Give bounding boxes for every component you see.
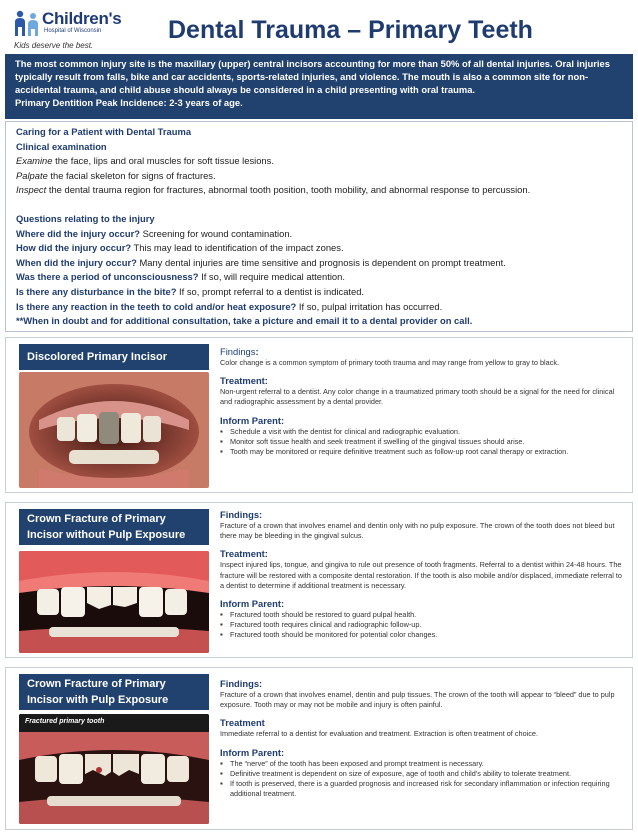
card-text: [220, 507, 624, 641]
list-item: ▪ Fractured tooth requires clinical and radiographic follow-up.: [220, 620, 624, 630]
exam-item: Examine the face, lips and oral muscles for soft tissue lesions.: [16, 155, 274, 167]
logo-name: Children's: [42, 9, 122, 28]
card-crown-fracture-pulp: [5, 667, 633, 830]
treatment-text: Immediate referral to a dentist for evaluation and treatment. Extraction is often treatment of choice.: [220, 729, 538, 739]
childrens-hospital-logo: [8, 6, 128, 50]
card-text: [220, 344, 624, 457]
logo-tagline: Kids deserve the best.: [14, 41, 94, 50]
question-item: Where did the injury occur? Screening for wound contamination.: [16, 227, 293, 239]
inform-list: [220, 610, 624, 641]
children-figures-icon: [12, 8, 42, 38]
card-crown-fracture-no-pulp: [5, 502, 633, 658]
consult-note: **When in doubt and for additional consultation, take a picture and email it to a dental provider on call.: [16, 315, 473, 327]
question-item: How did the injury occur? This may lead to identification of the impact zones.: [16, 242, 344, 254]
question-item: Is there any disturbance in the bite? If so, prompt referral to a dentist is indicated.: [16, 285, 365, 297]
exam-item: Inspect the dental trauma region for fractures, abnormal tooth position, tooth mobility, and abnormal response to percussion.: [16, 184, 531, 196]
page-title: Dental Trauma – Primary Teeth: [168, 16, 533, 44]
pulp-exposure-photo: [19, 714, 209, 824]
page-header: [0, 0, 638, 54]
list-item: ▪ If tooth is preserved, there is a guarded prognosis and increased risk for secondary inflammation or infection requiring additional treatment.: [220, 779, 624, 799]
list-item: ▪ The “nerve” of the tooth has been exposed and prompt treatment is necessary.: [220, 759, 624, 769]
inform-heading: Inform Parent:: [220, 414, 285, 426]
findings-text: Color change is a common symptom of primary tooth trauma and may range from yellow to gray to black.: [220, 358, 560, 367]
question-item: Is there any reaction in the teeth to cold and/or heat exposure? If so, pulpal irritation has occurred.: [16, 300, 443, 312]
card-label: Crown Fracture of Primary Incisor with Pulp Exposure: [19, 674, 209, 710]
treatment-heading: Treatment: [220, 717, 265, 729]
treatment-heading: Treatment:: [220, 548, 268, 560]
discolored-incisor-photo: [19, 372, 209, 488]
exam-heading: Clinical examination: [16, 140, 107, 152]
question-item: When did the injury occur? Many dental injuries are time sensitive and prognosis is dependent on prompt treatment.: [16, 256, 506, 268]
card-text: [220, 676, 624, 799]
crown-fracture-photo: [19, 551, 209, 653]
treatment-text: Inspect injured lips, tongue, and gingiva to rule out presence of tooth fragments. Referral to a dentist within 24-48 hours. The fracture will be restored with a composite dental restoration. If the tooth is also mobile and/or displaced, immediate referral to a dentist to determine if additional treatment is necessary.: [220, 560, 622, 590]
care-heading: Caring for a Patient with Dental Trauma: [16, 126, 192, 137]
card-label: Crown Fracture of Primary Incisor without Pulp Exposure: [19, 509, 209, 545]
inform-heading: Inform Parent:: [220, 746, 285, 758]
intro-text: The most common injury site is the maxillary (upper) central incisors accounting for more than 50% of all dental injuries. Oral injuries typically result from falls, bike and car accidents, sports-related injuries, and violence. The mouth is also a common site for non-accidental trauma, and child abuse should always be considered in a child presenting with oral trauma.: [15, 58, 610, 95]
logo-subtitle: Hospital of Wisconsin: [44, 28, 102, 34]
inform-heading: Inform Parent:: [220, 598, 285, 610]
treatment-heading: Treatment:: [220, 375, 268, 387]
list-item: ▪ Monitor soft tissue health and seek treatment if swelling of the gingival tissues should arise.: [220, 437, 624, 447]
findings-heading: Findings:: [220, 678, 263, 689]
list-item: ▪ Fractured tooth should be monitored for potential color changes.: [220, 630, 624, 640]
questions-heading: Questions relating to the injury: [16, 212, 155, 224]
list-item: ▪ Definitive treatment is dependent on size of exposure, age of tooth and child’s ability to tolerate treatment.: [220, 769, 624, 779]
inform-list: [220, 427, 624, 458]
question-item: Was there a period of unconsciousness? If so, will require medical attention.: [16, 271, 345, 283]
card-discolored-incisor: [5, 337, 633, 493]
list-item: ▪ Tooth may be monitored or require definitive treatment such as follow-up root canal therapy or extraction.: [220, 447, 624, 457]
treatment-text: Non-urgent referral to a dentist. Any color change in a traumatized primary tooth should be a signal for the need for clinical and radiographic assessment by a dental provider.: [220, 387, 615, 407]
intro-banner: [5, 54, 633, 119]
photo-caption: Fractured primary tooth: [25, 718, 105, 725]
findings-text: Fracture of a crown that involves enamel, dentin and pulp tissues. The crown of the tooth will appear to “bleed” due to pulp exposure. Tooth may or may not be mobile and injury is often painful.: [220, 690, 615, 710]
care-section: [5, 121, 633, 332]
card-label: Discolored Primary Incisor: [19, 344, 209, 370]
inform-list: [220, 759, 624, 800]
findings-text: Fracture of a crown that involves enamel and dentin only with no pulp exposure. The crown of the tooth does not bleed but there may be bleeding in the gingival sulcus.: [220, 521, 615, 541]
list-item: ▪ Fractured tooth should be restored to guard pulpal health.: [220, 610, 624, 620]
findings-heading: Findings:: [220, 509, 263, 520]
findings-heading: Findings:: [220, 346, 259, 357]
exam-item: Palpate the facial skeleton for signs of fractures.: [16, 169, 216, 181]
list-item: ▪ Schedule a visit with the dentist for clinical and radiographic evaluation.: [220, 427, 624, 437]
peak-incidence: Primary Dentition Peak Incidence: 2-3 years of age.: [15, 97, 243, 108]
